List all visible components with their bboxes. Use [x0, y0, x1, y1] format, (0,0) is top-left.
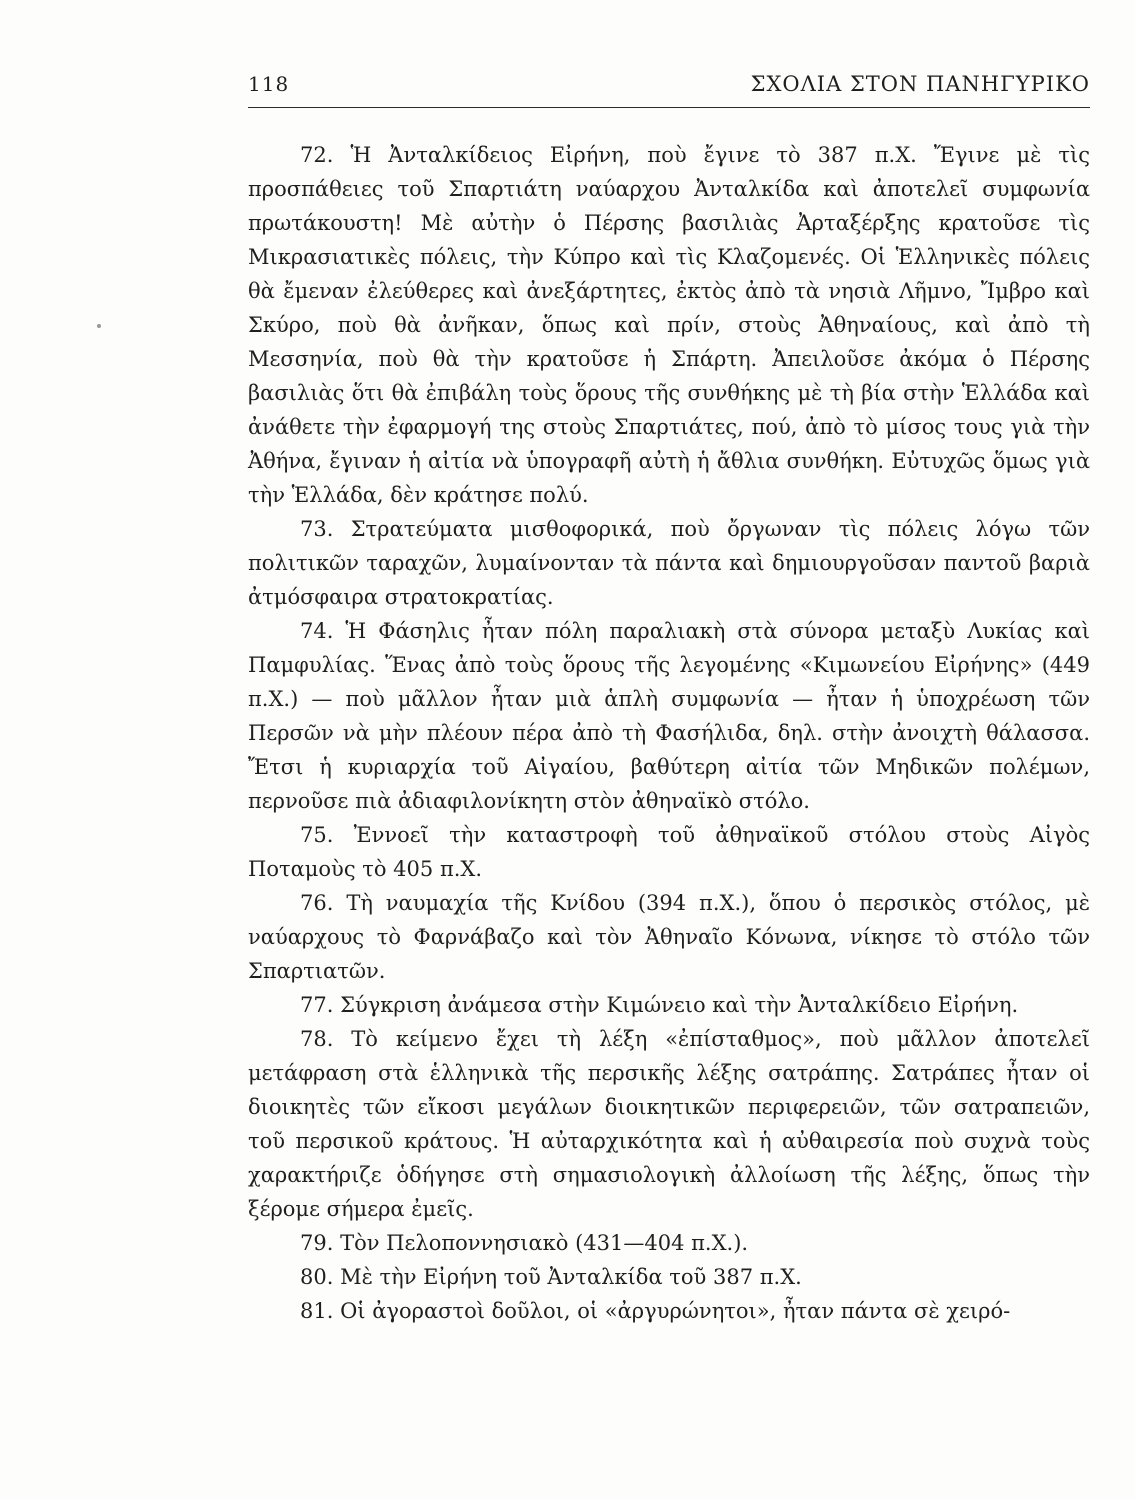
note-number: 72. — [300, 143, 334, 167]
note-number: 73. — [300, 517, 334, 541]
running-title: ΣΧΟΛΙΑ ΣΤΟΝ ΠΑΝΗΓΥΡΙΚΟ — [750, 72, 1090, 96]
note-number: 75. — [300, 823, 334, 847]
note-text: Ἡ Ἀνταλκίδειος Εἰρήνη, ποὺ ἔγινε τὸ 387 π.Χ. Ἔγινε μὲ τὶς προσπάθειες τοῦ Σπαρτιάτη ναύαρχου Ἀνταλκίδα καὶ ἀποτελεῖ συμφωνία πρωτάκουστη! Μὲ αὐτὴν ὁ Πέρσης βασιλιὰς Ἀρταξέρξης κρατοῦσε τὶς Μικρασιατικὲς πόλεις, τὴν Κύπρο καὶ τὶς Κλαζομενές. Οἱ Ἑλληνικὲς πόλεις θὰ ἔμεναν ἐλεύθερες καὶ ἀνεξάρτητες, ἐκτὸς ἀπὸ τὰ νησιὰ Λῆμνο, Ἴμβρο καὶ Σκύρο, ποὺ θὰ ἀνῆκαν, ὅπως καὶ πρίν, στοὺς Ἀθηναίους, καὶ ἀπὸ τὴ Μεσσηνία, ποὺ θὰ τὴν κρατοῦσε ἡ Σπάρτη. Ἀπειλοῦσε ἀκόμα ὁ Πέρσης βασιλιὰς ὅτι θὰ ἐπιβάλη τοὺς ὅρους τῆς συνθήκης μὲ τὴ βία στὴν Ἑλλάδα καὶ ἀνάθετε τὴν ἐφαρμογή της στοὺς Σπαρτιάτες, πού, ἀπὸ τὸ μίσος τους γιὰ τὴν Ἀθήνα, ἔγιναν ἡ αἰτία νὰ ὑπογραφῆ αὐτὴ ἡ ἄθλια συνθήκη. Εὐτυχῶς ὅμως γιὰ τὴν Ἑλλάδα, δὲν κράτησε πολύ. — [248, 143, 1090, 507]
note-text: Ἐννοεῖ τὴν καταστροφὴ τοῦ ἀθηναϊκοῦ στόλου στοὺς Αἰγὸς Ποταμοὺς τὸ 405 π.Χ. — [248, 823, 1090, 881]
note-text: Τὸν Πελοποννησιακὸ (431—404 π.Χ.). — [340, 1231, 749, 1255]
note-number: 74. — [300, 619, 334, 643]
margin-mark — [97, 324, 101, 328]
note-74 — [248, 614, 1090, 818]
note-text: Σύγκριση ἀνάμεσα στὴν Κιμώνειο καὶ τὴν Ἀνταλκίδειο Εἰρήνη. — [340, 993, 1019, 1017]
note-73 — [248, 512, 1090, 614]
note-79 — [248, 1226, 1090, 1260]
note-text: Ἡ Φάσηλις ἦταν πόλη παραλιακὴ στὰ σύνορα μεταξὺ Λυκίας καὶ Παμφυλίας. Ἕνας ἀπὸ τοὺς ὅρους τῆς λεγομένης «Κιμωνείου Εἰρήνης» (449 π.Χ.) — ποὺ μᾶλλον ἦταν μιὰ ἁπλὴ συμφωνία — ἦταν ἡ ὑποχρέωση τῶν Περσῶν νὰ μὴν πλέουν πέρα ἀπὸ τὴ Φασήλιδα, δηλ. στὴν ἀνοιχτὴ θάλασσα. Ἔτσι ἡ κυριαρχία τοῦ Αἰγαίου, βαθύτερη αἰτία τῶν Μηδικῶν πολέμων, περνοῦσε πιὰ ἀδιαφιλονίκητη στὸν ἀθηναϊκὸ στόλο. — [248, 619, 1090, 813]
note-number: 77. — [300, 993, 334, 1017]
note-81 — [248, 1294, 1090, 1328]
page-number: 118 — [248, 72, 290, 96]
note-text: Τὸ κείμενο ἔχει τὴ λέξη «ἐπίσταθμος», ποὺ μᾶλλον ἀποτελεῖ μετάφραση στὰ ἑλληνικὰ τῆς περσικῆς λέξης σατράπης. Σατράπες ἦταν οἱ διοικητὲς τῶν εἴκοσι μεγάλων διοικητικῶν περιφερειῶν, τῶν σατραπειῶν, τοῦ περσικοῦ κράτους. Ἡ αὐταρχικότητα καὶ ἡ αὐθαιρεσία ποὺ συχνὰ τοὺς χαρακτήριζε ὁδήγησε στὴ σημασιολογικὴ ἀλλοίωση τῆς λέξης, ὅπως τὴν ξέρομε σήμερα ἐμεῖς. — [248, 1027, 1090, 1221]
note-72 — [248, 138, 1090, 512]
page-header — [248, 72, 1090, 104]
note-80 — [248, 1260, 1090, 1294]
note-text: Στρατεύματα μισθοφορικά, ποὺ ὄργωναν τὶς πόλεις λόγω τῶν πολιτικῶν ταραχῶν, λυμαίνονταν τὰ πάντα καὶ δημιουργοῦσαν παντοῦ βαριὰ ἀτμόσφαιρα στρατοκρατίας. — [248, 517, 1090, 609]
note-77 — [248, 988, 1090, 1022]
note-text: Τὴ ναυμαχία τῆς Κνίδου (394 π.Χ.), ὅπου ὁ περσικὸς στόλος, μὲ ναύαρχους τὸ Φαρνάβαζο καὶ τὸν Ἀθηναῖο Κόνωνα, νίκησε τὸ στόλο τῶν Σπαρτιατῶν. — [248, 891, 1090, 983]
note-text: Οἱ ἀγοραστοὶ δοῦλοι, οἱ «ἀργυρώνητοι», ἦταν πάντα σὲ χειρό- — [340, 1299, 1011, 1323]
note-number: 80. — [300, 1265, 334, 1289]
note-75 — [248, 818, 1090, 886]
header-rule — [248, 107, 1090, 108]
note-number: 78. — [300, 1027, 334, 1051]
note-76 — [248, 886, 1090, 988]
note-number: 76. — [300, 891, 334, 915]
note-number: 79. — [300, 1231, 334, 1255]
notes-section — [248, 138, 1090, 1328]
note-number: 81. — [300, 1299, 334, 1323]
note-text: Μὲ τὴν Εἰρήνη τοῦ Ἀνταλκίδα τοῦ 387 π.Χ. — [340, 1265, 802, 1289]
note-78 — [248, 1022, 1090, 1226]
